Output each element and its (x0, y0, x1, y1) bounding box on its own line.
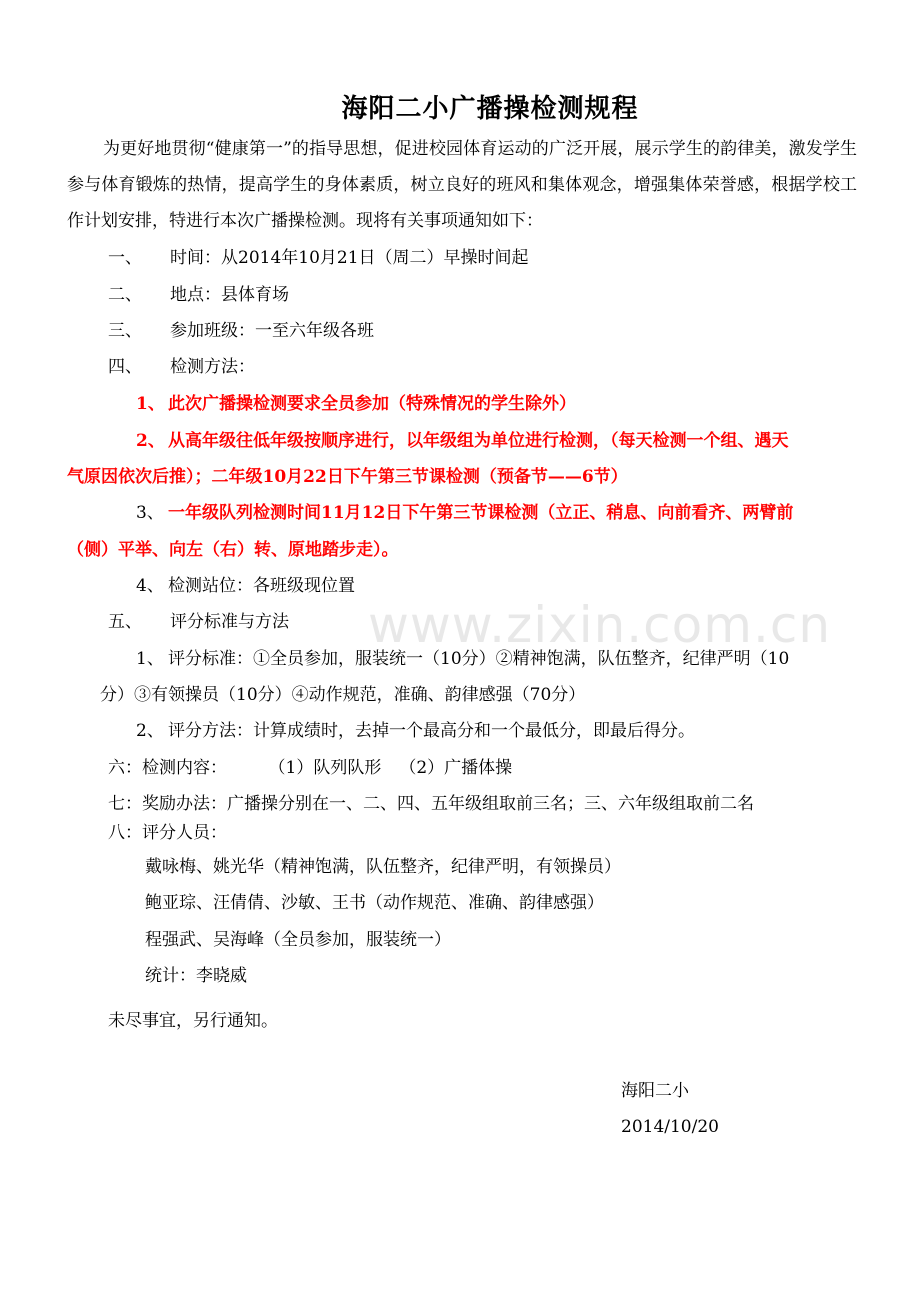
criteria-number: 2、 (136, 721, 164, 741)
intro-paragraph: 为更好地贯彻“健康第一”的指导思想，促进校园体育运动的广泛开展，展示学生的韵律美，激发学生参与体育锻炼的热情，提高学生的身体素质，树立良好的班风和集体观念，增强集体荣誉感，根据学校工作计划安排，特进行本次广播操检测。现将有关事项通知如下： (67, 139, 857, 231)
closing-text: 未尽事宜，另行通知。 (108, 1011, 278, 1031)
scoring-criteria-line-2 (100, 683, 585, 707)
judges-line-2 (145, 891, 604, 915)
section-text: 参加班级：一至六年级各班 (170, 321, 374, 341)
criteria-text: 评分标准：①全员参加，服装统一（10分）②精神饱满，队伍整齐，纪律严明（10 (168, 649, 790, 669)
section-location (108, 283, 289, 307)
section-reward (108, 792, 754, 816)
method-text: 一年级队列检测时间11月12日下午第三节课检测（立正、稍息、向前看齐、两臂前 (168, 503, 794, 523)
section-number: 五、 (108, 612, 142, 632)
criteria-text: 分）③有领操员（10分）④动作规范，准确、韵律感强（70分） (100, 685, 586, 705)
criteria-number: 1、 (136, 649, 164, 669)
content-item-2: （2）广播体操 (399, 758, 513, 778)
judges-text: 鲍亚琮、汪倩倩、沙敏、王书（动作规范、准确、韵律感强） (145, 893, 604, 913)
watermark: www.zixin.com.cn (368, 596, 832, 654)
judges-line-4 (145, 964, 247, 988)
criteria-text: 评分方法：计算成绩时，去掉一个最高分和一个最低分，即最后得分。 (168, 721, 695, 741)
section-number: 一、 (108, 248, 142, 268)
method-number: 2、 (136, 431, 165, 451)
method-number: 3、 (136, 503, 164, 523)
section-text: 地点：县体育场 (170, 285, 289, 305)
method-number: 4、 (136, 576, 164, 596)
closing-note (108, 1009, 278, 1033)
method-text: （侧）平举、向左（右）转、原地踏步走）。 (67, 540, 399, 560)
method-item-2-line-1 (136, 429, 789, 453)
section-number: 二、 (108, 285, 142, 305)
method-text: 检测站位：各班级现位置 (168, 576, 355, 596)
judges-text: 统计：李晓威 (145, 966, 247, 986)
method-text: 此次广播操检测要求全员参加（特殊情况的学生除外） (168, 394, 576, 414)
signature-org-text: 海阳二小 (621, 1081, 689, 1101)
section-judges (108, 821, 227, 845)
scoring-method (136, 719, 695, 743)
judges-line-3 (145, 928, 451, 952)
section-content (108, 756, 512, 780)
signature-date (621, 1115, 719, 1139)
judges-label: 八：评分人员： (108, 823, 227, 843)
section-number: 三、 (108, 321, 142, 341)
method-item-4 (136, 574, 355, 598)
section-scoring (108, 610, 289, 634)
method-text: 从高年级往低年级按顺序进行，以年级组为单位进行检测，（每天检测一个组、遇天 (168, 431, 789, 451)
judges-text: 程强武、吴海峰（全员参加，服装统一） (145, 930, 451, 950)
section-method (108, 355, 255, 379)
section-text: 评分标准与方法 (170, 612, 289, 632)
method-item-3-line-1 (136, 501, 793, 525)
section-text: 时间：从2014年10月21日（周二）早操时间起 (170, 248, 529, 268)
method-number: 1、 (136, 394, 165, 414)
signature-org (621, 1079, 689, 1103)
method-item-2-line-2 (67, 465, 628, 489)
section-time (108, 246, 529, 270)
content-label: 六：检测内容： (108, 758, 227, 778)
signature-date-text: 2014/10/20 (621, 1117, 719, 1137)
method-item-3-line-2 (67, 538, 399, 562)
judges-line-1 (145, 855, 621, 879)
section-classes (108, 319, 374, 343)
section-text: 检测方法： (170, 357, 255, 377)
reward-text: 七：奖励办法：广播操分别在一、二、四、五年级组取前三名；三、六年级组取前二名 (108, 794, 754, 814)
method-text: 气原因依次后推）；二年级10月22日下午第三节课检测（预备节——6节） (67, 467, 628, 487)
method-item-1 (136, 392, 576, 416)
content-item-1: （1）队列队形 (277, 758, 382, 778)
judges-text: 戴咏梅、姚光华（精神饱满，队伍整齐，纪律严明，有领操员） (145, 857, 621, 877)
section-number: 四、 (108, 357, 142, 377)
document-title: 海阳二小广播操检测规程 (341, 94, 639, 124)
